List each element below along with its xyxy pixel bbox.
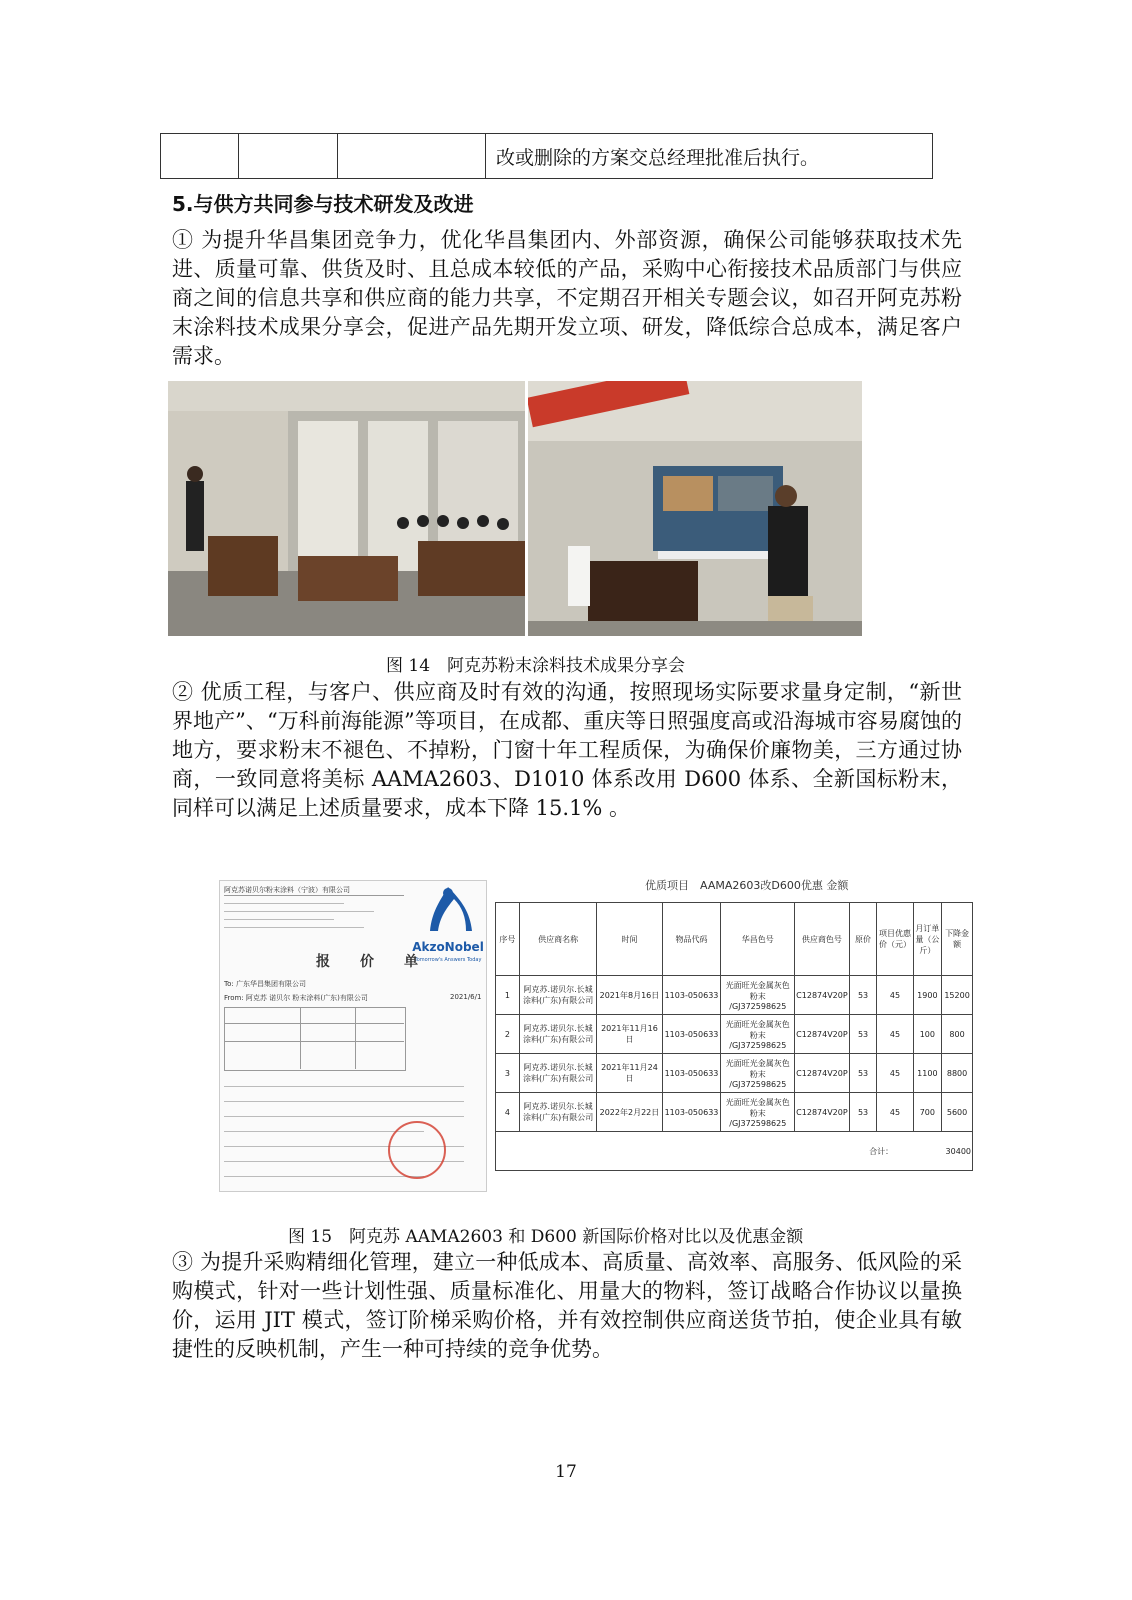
table-cell: 2021年11月24日 — [597, 1054, 662, 1093]
table-cell: 1103-050633 — [662, 1015, 721, 1054]
table-cell: 15200 — [942, 976, 973, 1015]
table-row — [496, 1093, 973, 1132]
table-total-row — [496, 1132, 973, 1171]
paragraph-2: ② 优质工程，与客户、供应商及时有效的沟通，按照现场实际要求量身定制，“新世界地产”、“万科前海能源”等项目，在成都、重庆等日照强度高或沿海城市容易腐蚀的地方，要求粉末不褪色、不掉粉，门窗十年工程质保，为确保价廉物美，三方通过协商，一致同意将美标 AAMA2603、D1010 体系改用 D600 体系、全新国标粉末，同样可以满足上述质量要求，成本下降 15.1% 。 — [172, 680, 962, 820]
quote-header-line: 阿克苏诺贝尔粉末涂料（宁波）有限公司 — [224, 886, 350, 894]
table-header: 供应商名称 — [519, 903, 596, 976]
table-cell: 53 — [849, 1054, 877, 1093]
table-cell: 2021年8月16日 — [597, 976, 662, 1015]
table-cell — [338, 134, 486, 179]
table-row — [496, 1015, 973, 1054]
table-header: 时间 — [597, 903, 662, 976]
table-cell: 100 — [913, 1015, 942, 1054]
quote-to-line: To: 广东华昌集团有限公司 — [224, 980, 306, 988]
quotation-document-image — [219, 880, 487, 1192]
table-cell: 阿克苏.诺贝尔.长城涂料(广东)有限公司 — [519, 1015, 596, 1054]
table-cell: 阿克苏.诺贝尔.长城涂料(广东)有限公司 — [519, 1054, 596, 1093]
table-cell: 4 — [496, 1093, 520, 1132]
brand-tagline: Tomorrow's Answers Today — [414, 957, 482, 963]
figure-15-caption: 图 15 阿克苏 AAMA2603 和 D600 新国际价格对比以及优惠金额 — [288, 1227, 804, 1247]
company-seal — [388, 1121, 446, 1179]
table-header: 项目优惠价（元） — [877, 903, 913, 976]
table-cell: 1103-050633 — [662, 1093, 721, 1132]
table-cell: 光面旺光金属灰色粉末 /GJ372598625 — [721, 1054, 795, 1093]
table-cell: 53 — [849, 976, 877, 1015]
quote-date: 2021/6/1 — [450, 993, 482, 1001]
table-header: 原价 — [849, 903, 877, 976]
price-comparison-table — [495, 902, 973, 1171]
table-cell: 3 — [496, 1054, 520, 1093]
table-row — [496, 976, 973, 1015]
table-cell: 光面旺光金属灰色粉末 /GJ372598625 — [721, 1093, 795, 1132]
table-cell: 1900 — [913, 976, 942, 1015]
table-header: 下降金额 — [942, 903, 973, 976]
table-cell: 阿克苏.诺贝尔.长城涂料(广东)有限公司 — [519, 1093, 596, 1132]
table-header: 月订单量（公斤） — [913, 903, 942, 976]
figure-14-caption: 图 14 阿克苏粉末涂料技术成果分享会 — [386, 656, 686, 676]
table-cell: C12874V20P — [795, 1015, 850, 1054]
table-cell: 1100 — [913, 1054, 942, 1093]
table-cell: 阿克苏.诺贝尔.长城涂料(广东)有限公司 — [519, 976, 596, 1015]
page-number: 17 — [555, 1462, 577, 1482]
quote-title: 报 价 单 — [316, 954, 426, 970]
table-cell: 1103-050633 — [662, 1054, 721, 1093]
table-cell: C12874V20P — [795, 1054, 850, 1093]
total-label: 合计： — [496, 1132, 914, 1171]
table-cell: 2021年11月16日 — [597, 1015, 662, 1054]
table-cell: 53 — [849, 1015, 877, 1054]
quote-from-line: From: 阿克苏 诺贝尔 粉末涂料(广东)有限公司 — [224, 994, 368, 1002]
table-header: 供应商色号 — [795, 903, 850, 976]
table-cell: 1103-050633 — [662, 976, 721, 1015]
table-cell: C12874V20P — [795, 976, 850, 1015]
table-cell: 5600 — [942, 1093, 973, 1132]
table-cell: 光面旺光金属灰色粉末 /GJ372598625 — [721, 1015, 795, 1054]
paragraph-1: ① 为提升华昌集团竞争力，优化华昌集团内、外部资源，确保公司能够获取技术先进、质量可靠、供货及时、且总成本较低的产品，采购中心衔接技术品质部门与供应商之间的信息共享和供应商的能力共享，不定期召开相关专题会议，如召开阿克苏粉末涂料技术成果分享会，促进产品先期开发立项、研发，降低综合总成本，满足客户需求。 — [172, 228, 962, 368]
table-cell: 光面旺光金属灰色粉末 /GJ372598625 — [721, 976, 795, 1015]
table-cell: 改或删除的方案交总经理批准后执行。 — [486, 134, 933, 179]
table-cell: 45 — [877, 976, 913, 1015]
table-cell: C12874V20P — [795, 1093, 850, 1132]
table-cell — [239, 134, 338, 179]
table-cell: 53 — [849, 1093, 877, 1132]
seminar-photo-1 — [168, 381, 525, 636]
top-table — [160, 133, 933, 179]
table-cell: 2 — [496, 1015, 520, 1054]
table-cell: 1 — [496, 976, 520, 1015]
table-cell — [161, 134, 239, 179]
price-table-title: 优质项目 AAMA2603改D600优惠 金额 — [645, 879, 849, 892]
table-cell: 45 — [877, 1093, 913, 1132]
table-cell: 8800 — [942, 1054, 973, 1093]
table-cell: 2022年2月22日 — [597, 1093, 662, 1132]
table-row — [496, 1054, 973, 1093]
seminar-photo-2 — [528, 381, 862, 636]
section-heading: 5.与供方共同参与技术研发及改进 — [172, 192, 474, 216]
table-header: 物品代码 — [662, 903, 721, 976]
table-header: 序号 — [496, 903, 520, 976]
paragraph-3: ③ 为提升采购精细化管理，建立一种低成本、高质量、高效率、高服务、低风险的采购模式，针对一些计划性强、质量标准化、用量大的物料，签订战略合作协议以量换价，运用 JIT 模式，签订阶梯采购价格，并有效控制供应商送货节拍，使企业具有敏捷性的反映机制，产生一种可持续的竞争优势。 — [172, 1250, 962, 1361]
brand-name: AkzoNobel — [412, 940, 484, 954]
table-cell: 700 — [913, 1093, 942, 1132]
table-cell: 800 — [942, 1015, 973, 1054]
table-cell: 45 — [877, 1054, 913, 1093]
table-cell: 45 — [877, 1015, 913, 1054]
table-header: 华昌色号 — [721, 903, 795, 976]
total-value: 30400 — [913, 1132, 972, 1171]
